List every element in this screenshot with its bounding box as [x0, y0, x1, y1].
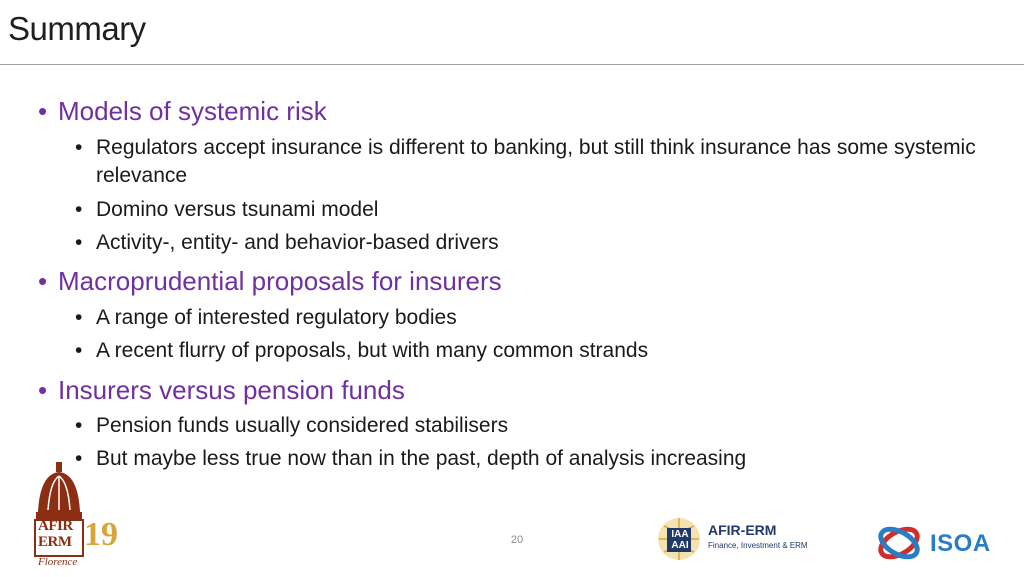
- sub-bullet-text: But maybe less true now than in the past, depth of analysis increasing: [96, 447, 747, 470]
- iaa-afir-erm-logo: [656, 516, 816, 564]
- sub-bullet-text: Domino versus tsunami model: [96, 198, 379, 221]
- logo-text-erm: ERM: [38, 534, 72, 550]
- sub-bullet: [75, 337, 996, 365]
- bullet-dot: •: [75, 136, 83, 159]
- bullet-dot: •: [38, 266, 48, 296]
- sub-bullet-text: A range of interested regulatory bodies: [96, 306, 457, 329]
- title-bar: [0, 0, 1024, 65]
- iaa-text: IAA: [671, 529, 689, 540]
- page-number: 20: [510, 534, 524, 546]
- sub-bullet: [75, 304, 996, 332]
- afir-erm-subtitle: Finance, Investment & ERM: [708, 541, 808, 550]
- isoa-text: ISOA: [930, 530, 991, 557]
- logo-city: Florence: [38, 556, 78, 568]
- aai-text: AAI: [671, 540, 689, 551]
- sub-bullet: [75, 196, 996, 224]
- bullet-dot: •: [75, 447, 83, 470]
- bullet-dot: •: [38, 375, 48, 405]
- bullet-dot: •: [38, 96, 48, 126]
- sub-bullet: [75, 229, 996, 257]
- bullet-dot: •: [75, 198, 83, 221]
- isoa-rings-icon: [874, 520, 924, 566]
- bullet-insurers-vs-pension-funds: [38, 375, 405, 406]
- sub-bullet-text: Regulators accept insurance is different to banking, but still think insurance has some systemic relevance: [96, 136, 976, 187]
- bullet-text: Insurers versus pension funds: [58, 375, 405, 405]
- bullet-dot: •: [75, 414, 83, 437]
- logo-text-afir: AFIR: [38, 518, 73, 534]
- sub-bullet: [75, 445, 996, 473]
- sub-bullet: [75, 412, 996, 440]
- isoa-logo: [874, 520, 990, 568]
- sub-bullet-text: Pension funds usually considered stabilisers: [96, 414, 509, 437]
- sub-bullet: [75, 134, 996, 190]
- bullet-dot: •: [75, 339, 83, 362]
- slide-title: Summary: [8, 10, 146, 47]
- bullet-text: Models of systemic risk: [58, 96, 327, 126]
- bullet-dot: •: [75, 306, 83, 329]
- afir-erm-name: AFIR-ERM: [708, 522, 777, 538]
- bullet-dot: •: [75, 231, 83, 254]
- bullet-macroprudential-proposals: [38, 266, 502, 297]
- bullet-models-of-systemic-risk: [38, 96, 327, 127]
- sub-bullet-text: A recent flurry of proposals, but with many common strands: [96, 339, 649, 362]
- bullet-text: Macroprudential proposals for insurers: [58, 266, 502, 296]
- sub-bullet-text: Activity-, entity- and behavior-based drivers: [96, 231, 499, 254]
- afir-erm-florence-logo: [30, 460, 120, 572]
- logo-year: 19: [84, 516, 118, 553]
